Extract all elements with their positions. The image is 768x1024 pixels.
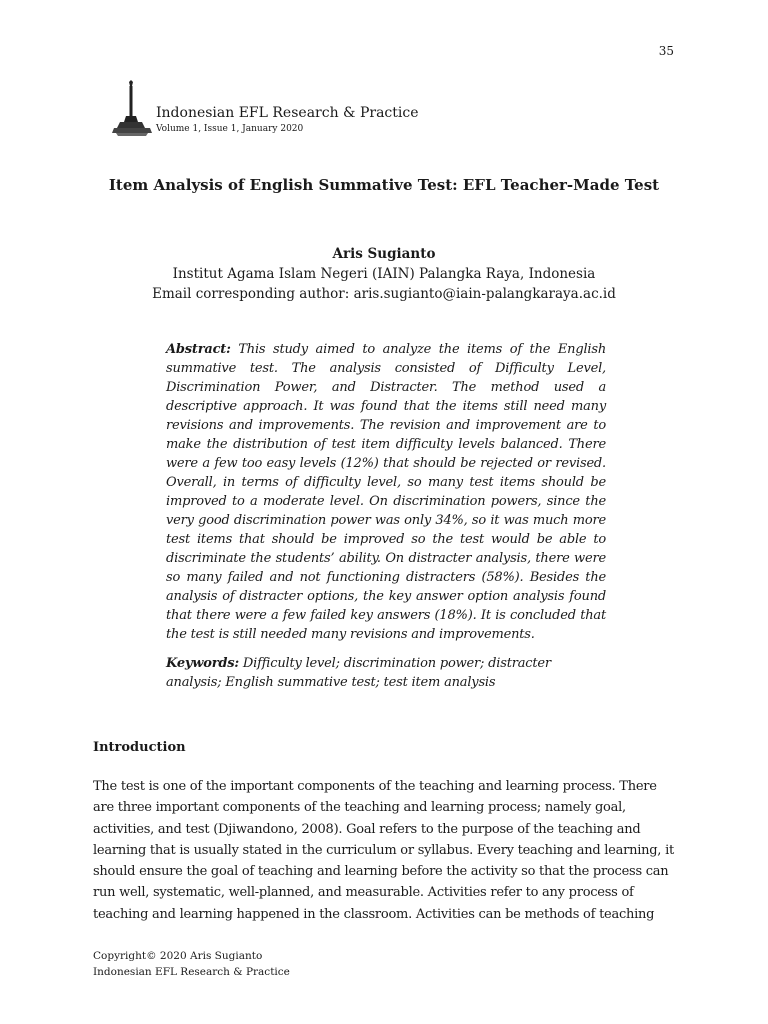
body-line: are three important components of the teaching and learning process; namely goal, (93, 800, 626, 816)
keywords-text: Difficulty level; discrimination power; distracter analysis; English summative test; test item analysis (166, 656, 551, 690)
journal-issue: Volume 1, Issue 1, January 2020 (156, 124, 304, 134)
abstract-text: This study aimed to analyze the items of the English summative test. The analysis consisted of Difficulty Level, Discrimination Power, and Distracter. The method used a descriptive approach. It was found that the items still need many revisions and improvements. The revision and improvement are to make the distribution of test item difficulty levels balanced. There were a few too easy levels (12%) that should be rejected or revised. Overall, in terms of difficulty level, so many test items should be improved to a moderate level. On discrimination powers, since the very good discrimination power was only 34%, so it was much more test items that should be improved so the test would be able to discriminate the students’ ability. On distracter analysis, there were so many failed and not functioning distracters (58%). Besides the analysis of distracter options, the key answer option analysis found that there were a few failed key answers (18%). It is concluded that the test is still needed many revisions and improvements. (166, 342, 606, 642)
author-affiliation: Institut Agama Islam Negeri (IAIN) Palangka Raya, Indonesia (172, 266, 596, 282)
journal-header (112, 80, 418, 138)
author-name: Aris Sugianto (332, 246, 436, 262)
keywords-label: Keywords: (166, 656, 239, 671)
keywords (166, 654, 606, 692)
paper-title: Item Analysis of English Summative Test: EFL Teacher-Made Test (108, 176, 660, 194)
author-email: Email corresponding author: aris.sugianto@iain-palangkaraya.ac.id (152, 286, 616, 302)
footer-journal: Indonesian EFL Research & Practice (93, 966, 290, 978)
abstract-label: Abstract: (166, 342, 231, 357)
introduction-body (93, 776, 674, 925)
page-number: 35 (658, 44, 674, 58)
body-line: activities, and test (Djiwandono, 2008). Goal refers to the purpose of the teaching and (93, 821, 641, 837)
page-footer (93, 948, 290, 980)
body-line: run well, systematic, well-planned, and measurable. Activities refer to any process of (93, 885, 634, 901)
section-heading-introduction: Introduction (93, 740, 186, 755)
footer-copyright: Copyright© 2020 Aris Sugianto (93, 950, 263, 962)
monument-logo-icon (112, 80, 152, 138)
abstract (166, 340, 606, 644)
body-line: The test is one of the important components of the teaching and learning process. There (93, 779, 657, 794)
author-block (0, 244, 768, 304)
journal-name: Indonesian EFL Research & Practice (156, 105, 419, 121)
body-line: should ensure the goal of teaching and learning before the activity so that the process can (93, 864, 669, 880)
body-line: teaching and learning happened in the classroom. Activities can be methods of teaching (93, 906, 655, 922)
body-line: learning that is usually stated in the curriculum or syllabus. Every teaching and learning, it (93, 842, 674, 858)
